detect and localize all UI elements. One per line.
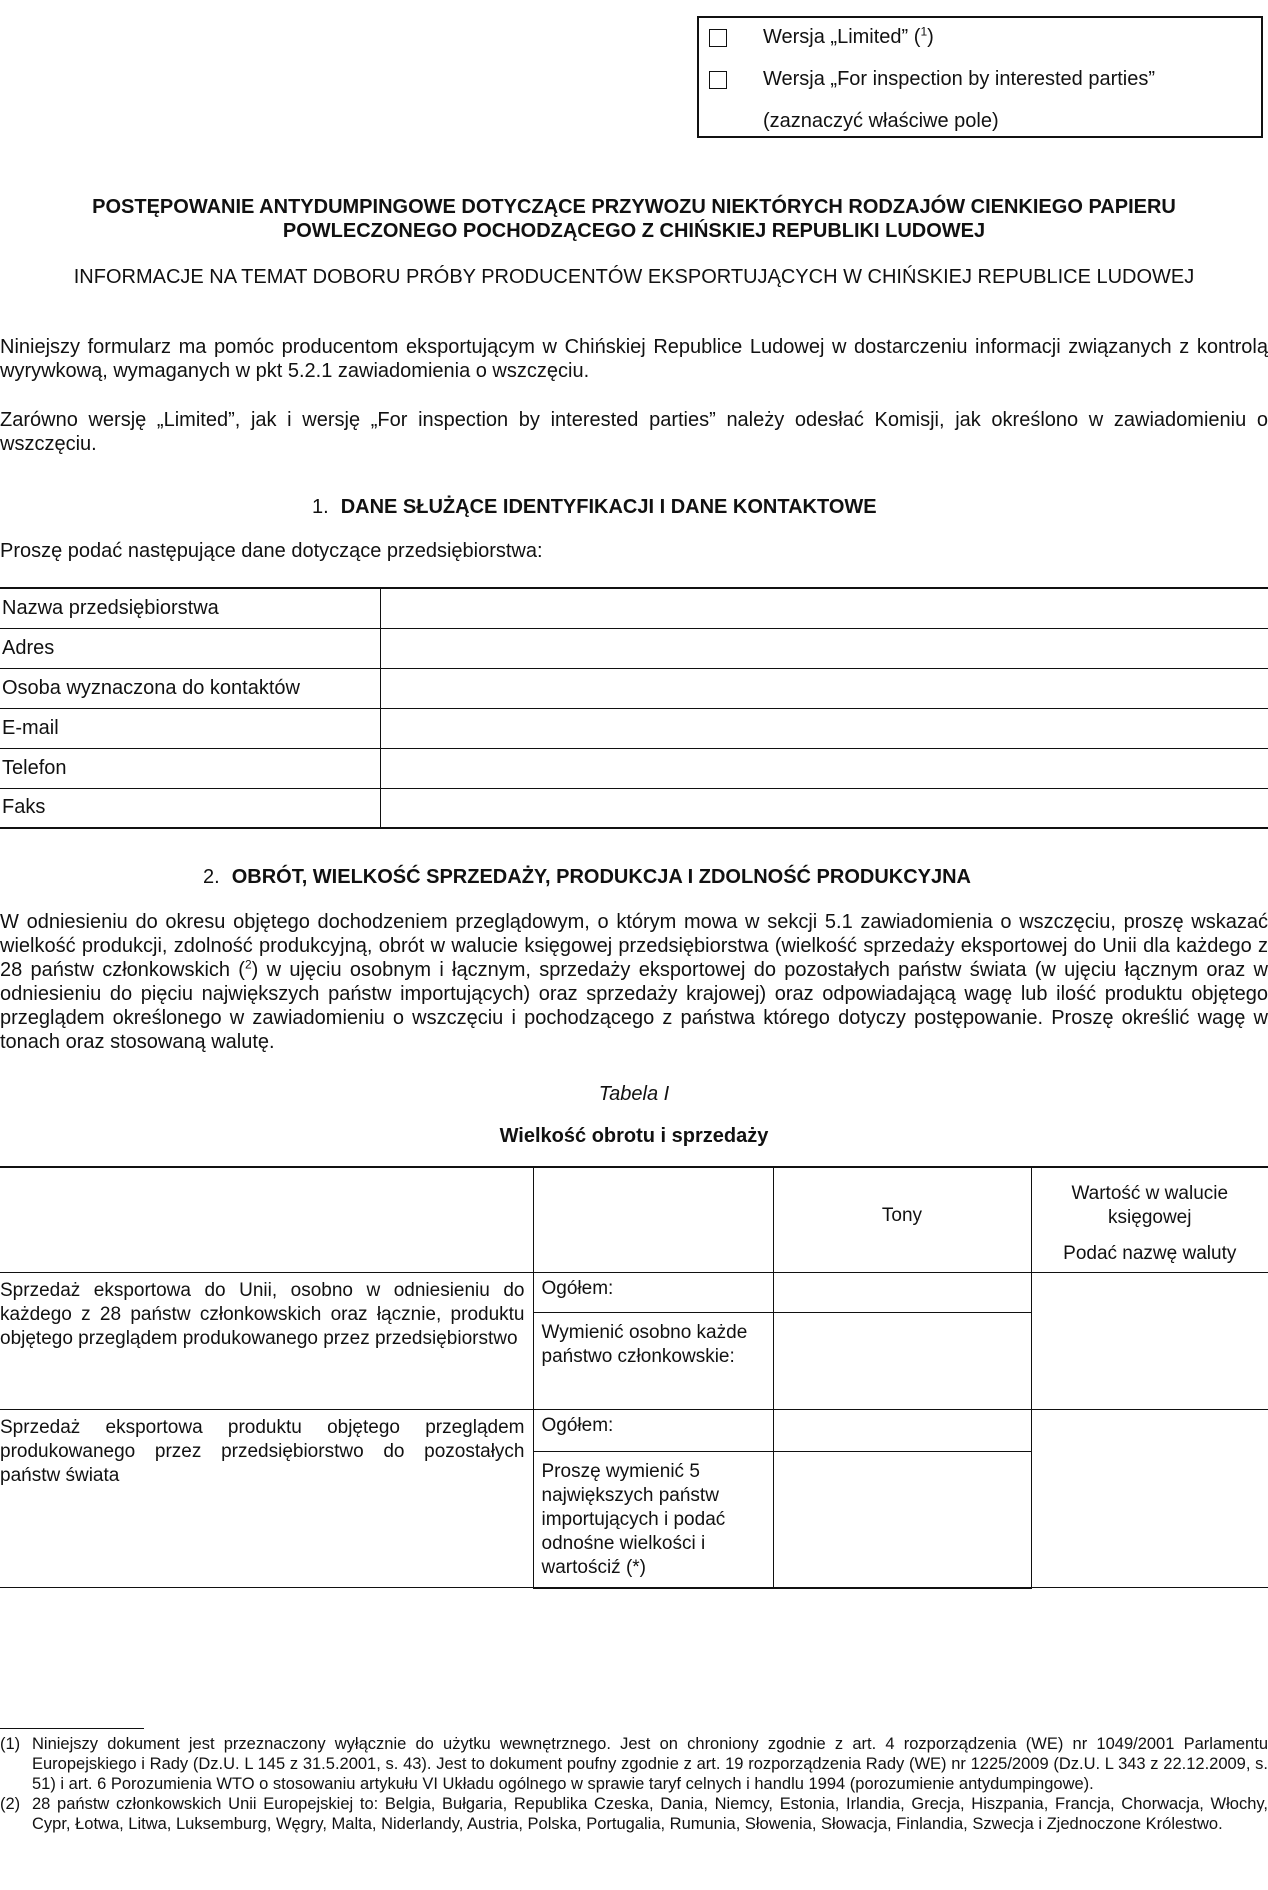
- table-row: [0, 628, 1268, 668]
- section2-paragraph: W odniesieniu do okresu objętego dochodzeniem przeglądowym, o którym mowa w sekcji 5.1 zawiadomienia o wszczęciu, proszę wskazać wielkość produkcji, zdolność produkcyjną, obrót w walucie księgowej przedsiębiorstwa (wielkość sprzedaży eksportowej do Unii dla każdego z 28 państw członkowskich ($^2$) w ujęciu osobnym i łącznym, sprzedaży eksportowej do pozostałych państw świata (w ujęciu łącznym oraz w odniesieniu do pięciu największych państw importujących) oraz sprzedaży krajowej) oraz odpowiadającą wagę lub ilość produktu objętego przeglądem określonego w zawiadomieniu o wszczęciu i pochodzącego z państwa którego dotyczy postępowanie. Proszę określić wagę w tonach oraz stosowaną walutę.: [0, 911, 1268, 1053]
- footnote-1: (1) Niniejszy dokument jest przeznaczony wyłącznie do użytku wewnętrznego. Jest on chroniony zgodnie z art. 4 rozporządzenia (WE) nr 1049/2001 Parlamentu Europejskiego i Rady (Dz.U. L 145 z 31.5.2001, s. 43). Jest to dokument poufny zgodnie z art. 19 rozporządzenia Rady (WE) nr 1225/2009 (Dz.U. L 343 z 22.12.2009, s. 51) i art. 6 Porozumienia WTO o stosowaniu artykułu VI Układu ogólnego w sprawie taryf celnych i handlu 1994 (porozumienie antydumpingowe).: [0, 1735, 1268, 1793]
- row2-total-label: Ogółem:: [533, 1410, 773, 1452]
- tony-header: Tony: [773, 1167, 1031, 1273]
- field-label: Adres: [0, 628, 380, 668]
- field-label: Telefon: [0, 748, 380, 788]
- row1-total-tony-input[interactable]: [773, 1273, 1031, 1313]
- row2-importers-tony-input[interactable]: [773, 1452, 1031, 1588]
- email-field[interactable]: [380, 708, 1268, 748]
- fax-field[interactable]: [380, 788, 1268, 828]
- document-subtitle: INFORMACJE NA TEMAT DOBORU PRÓBY PRODUCENTÓW EKSPORTUJĄCYCH W CHIŃSKIEJ REPUBLICE LUDOWEJ: [73, 266, 1195, 288]
- version-option-inspection: [709, 68, 1155, 91]
- table-row: [0, 708, 1268, 748]
- intro-paragraph-2: Zarówno wersję „Limited”, jak i wersję „For inspection by interested parties” należy odesłać Komisji, jak określono w zawiadomieniu o wszczęciu.: [0, 409, 1268, 455]
- section2-heading: 2. OBRÓT, WIELKOŚĆ SPRZEDAŻY, PRODUKCJA I ZDOLNOŚĆ PRODUKCYJNA: [203, 866, 971, 888]
- table1-caption: Tabela I: [598, 1083, 670, 1105]
- field-label: Faks: [0, 788, 380, 828]
- table-row: [0, 588, 1268, 628]
- table-row: [0, 1273, 1268, 1313]
- table1-title: Wielkość obrotu i sprzedaży: [499, 1125, 769, 1147]
- row1-total-label: Ogółem:: [533, 1273, 773, 1313]
- document-title-line2: POWLECZONEGO POCHODZĄCEGO Z CHIŃSKIEJ REPUBLIKI LUDOWEJ: [282, 220, 986, 242]
- sales-table: [0, 1166, 1268, 1589]
- document-title-line1: POSTĘPOWANIE ANTYDUMPINGOWE DOTYCZĄCE PRZYWOZU NIEKTÓRYCH RODZAJÓW CIENKIEGO PAPIERU: [92, 196, 1176, 218]
- inspection-label: Wersja „For inspection by interested parties”: [763, 68, 1156, 90]
- limited-checkbox[interactable]: [709, 29, 727, 47]
- intro-paragraph-1: Niniejszy formularz ma pomóc producentom eksportującym w Chińskiej Republice Ludowej w dostarczeniu informacji związanych z kontrolą wyrywkową, wymaganych w pkt 5.2.1 zawiadomienia o wszczęciu.: [0, 336, 1268, 382]
- limited-label: Wersja „Limited” ($^1$): [763, 24, 934, 48]
- row2-value-input[interactable]: [1031, 1410, 1268, 1588]
- footnotes: [0, 1734, 1268, 1834]
- version-option-limited: [709, 26, 934, 49]
- table-row: [0, 788, 1268, 828]
- empty-header-cell: [533, 1167, 773, 1273]
- footnote-2: (2) 28 państw członkowskich Unii Europejskiej to: Belgia, Bułgaria, Republika Czeska, Dania, Niemcy, Estonia, Irlandia, Grecja, Hiszpania, Francja, Chorwacja, Włochy, Cypr, Łotwa, Litwa, Luksemburg, Węgry, Malta, Niderlandy, Austria, Polska, Portugalia, Rumunia, Słowenia, Słowacja, Finlandia, Szwecja i Zjednoczone Królestwo.: [0, 1795, 1268, 1833]
- version-note: (zaznaczyć właściwe pole): [763, 110, 999, 132]
- row1-member-states-tony-input[interactable]: [773, 1313, 1031, 1410]
- phone-field[interactable]: [380, 748, 1268, 788]
- section1-instruction: Proszę podać następujące dane dotyczące przedsiębiorstwa:: [0, 540, 543, 562]
- row1-value-input[interactable]: [1031, 1273, 1268, 1410]
- company-name-field[interactable]: [380, 588, 1268, 628]
- field-label: Nazwa przedsiębiorstwa: [0, 588, 380, 628]
- footnote-divider: [0, 1728, 144, 1729]
- table-row: [0, 668, 1268, 708]
- value-header: Wartość w walucie księgowej Podać nazwę waluty: [1031, 1167, 1268, 1273]
- version-selection-box: [697, 16, 1263, 138]
- inspection-checkbox[interactable]: [709, 71, 727, 89]
- row1-member-states-label: Wymienić osobno każde państwo członkowskie:: [533, 1313, 773, 1410]
- table-row: [0, 1167, 1268, 1273]
- section1-heading: 1. DANE SŁUŻĄCE IDENTYFIKACJI I DANE KONTAKTOWE: [312, 496, 877, 518]
- row2-total-tony-input[interactable]: [773, 1410, 1031, 1452]
- row1-label: Sprzedaż eksportowa do Unii, osobno w odniesieniu do każdego z 28 państw członkowskich oraz łącznie, produktu objętego przeglądem produkowanego przez przedsiębiorstwo: [0, 1273, 533, 1410]
- table-row: [0, 748, 1268, 788]
- empty-header-cell: [0, 1167, 533, 1273]
- row2-importers-label: Proszę wymienić 5 największych państw importujących i podać odnośne wielkości i wartościź (*): [533, 1452, 773, 1588]
- contact-person-field[interactable]: [380, 668, 1268, 708]
- field-label: Osoba wyznaczona do kontaktów: [0, 668, 380, 708]
- table-row: [0, 1410, 1268, 1452]
- field-label: E-mail: [0, 708, 380, 748]
- address-field[interactable]: [380, 628, 1268, 668]
- contact-table: [0, 587, 1268, 829]
- row2-label: Sprzedaż eksportowa produktu objętego przeglądem produkowanego przez przedsiębiorstwo do pozostałych państw świata: [0, 1410, 533, 1588]
